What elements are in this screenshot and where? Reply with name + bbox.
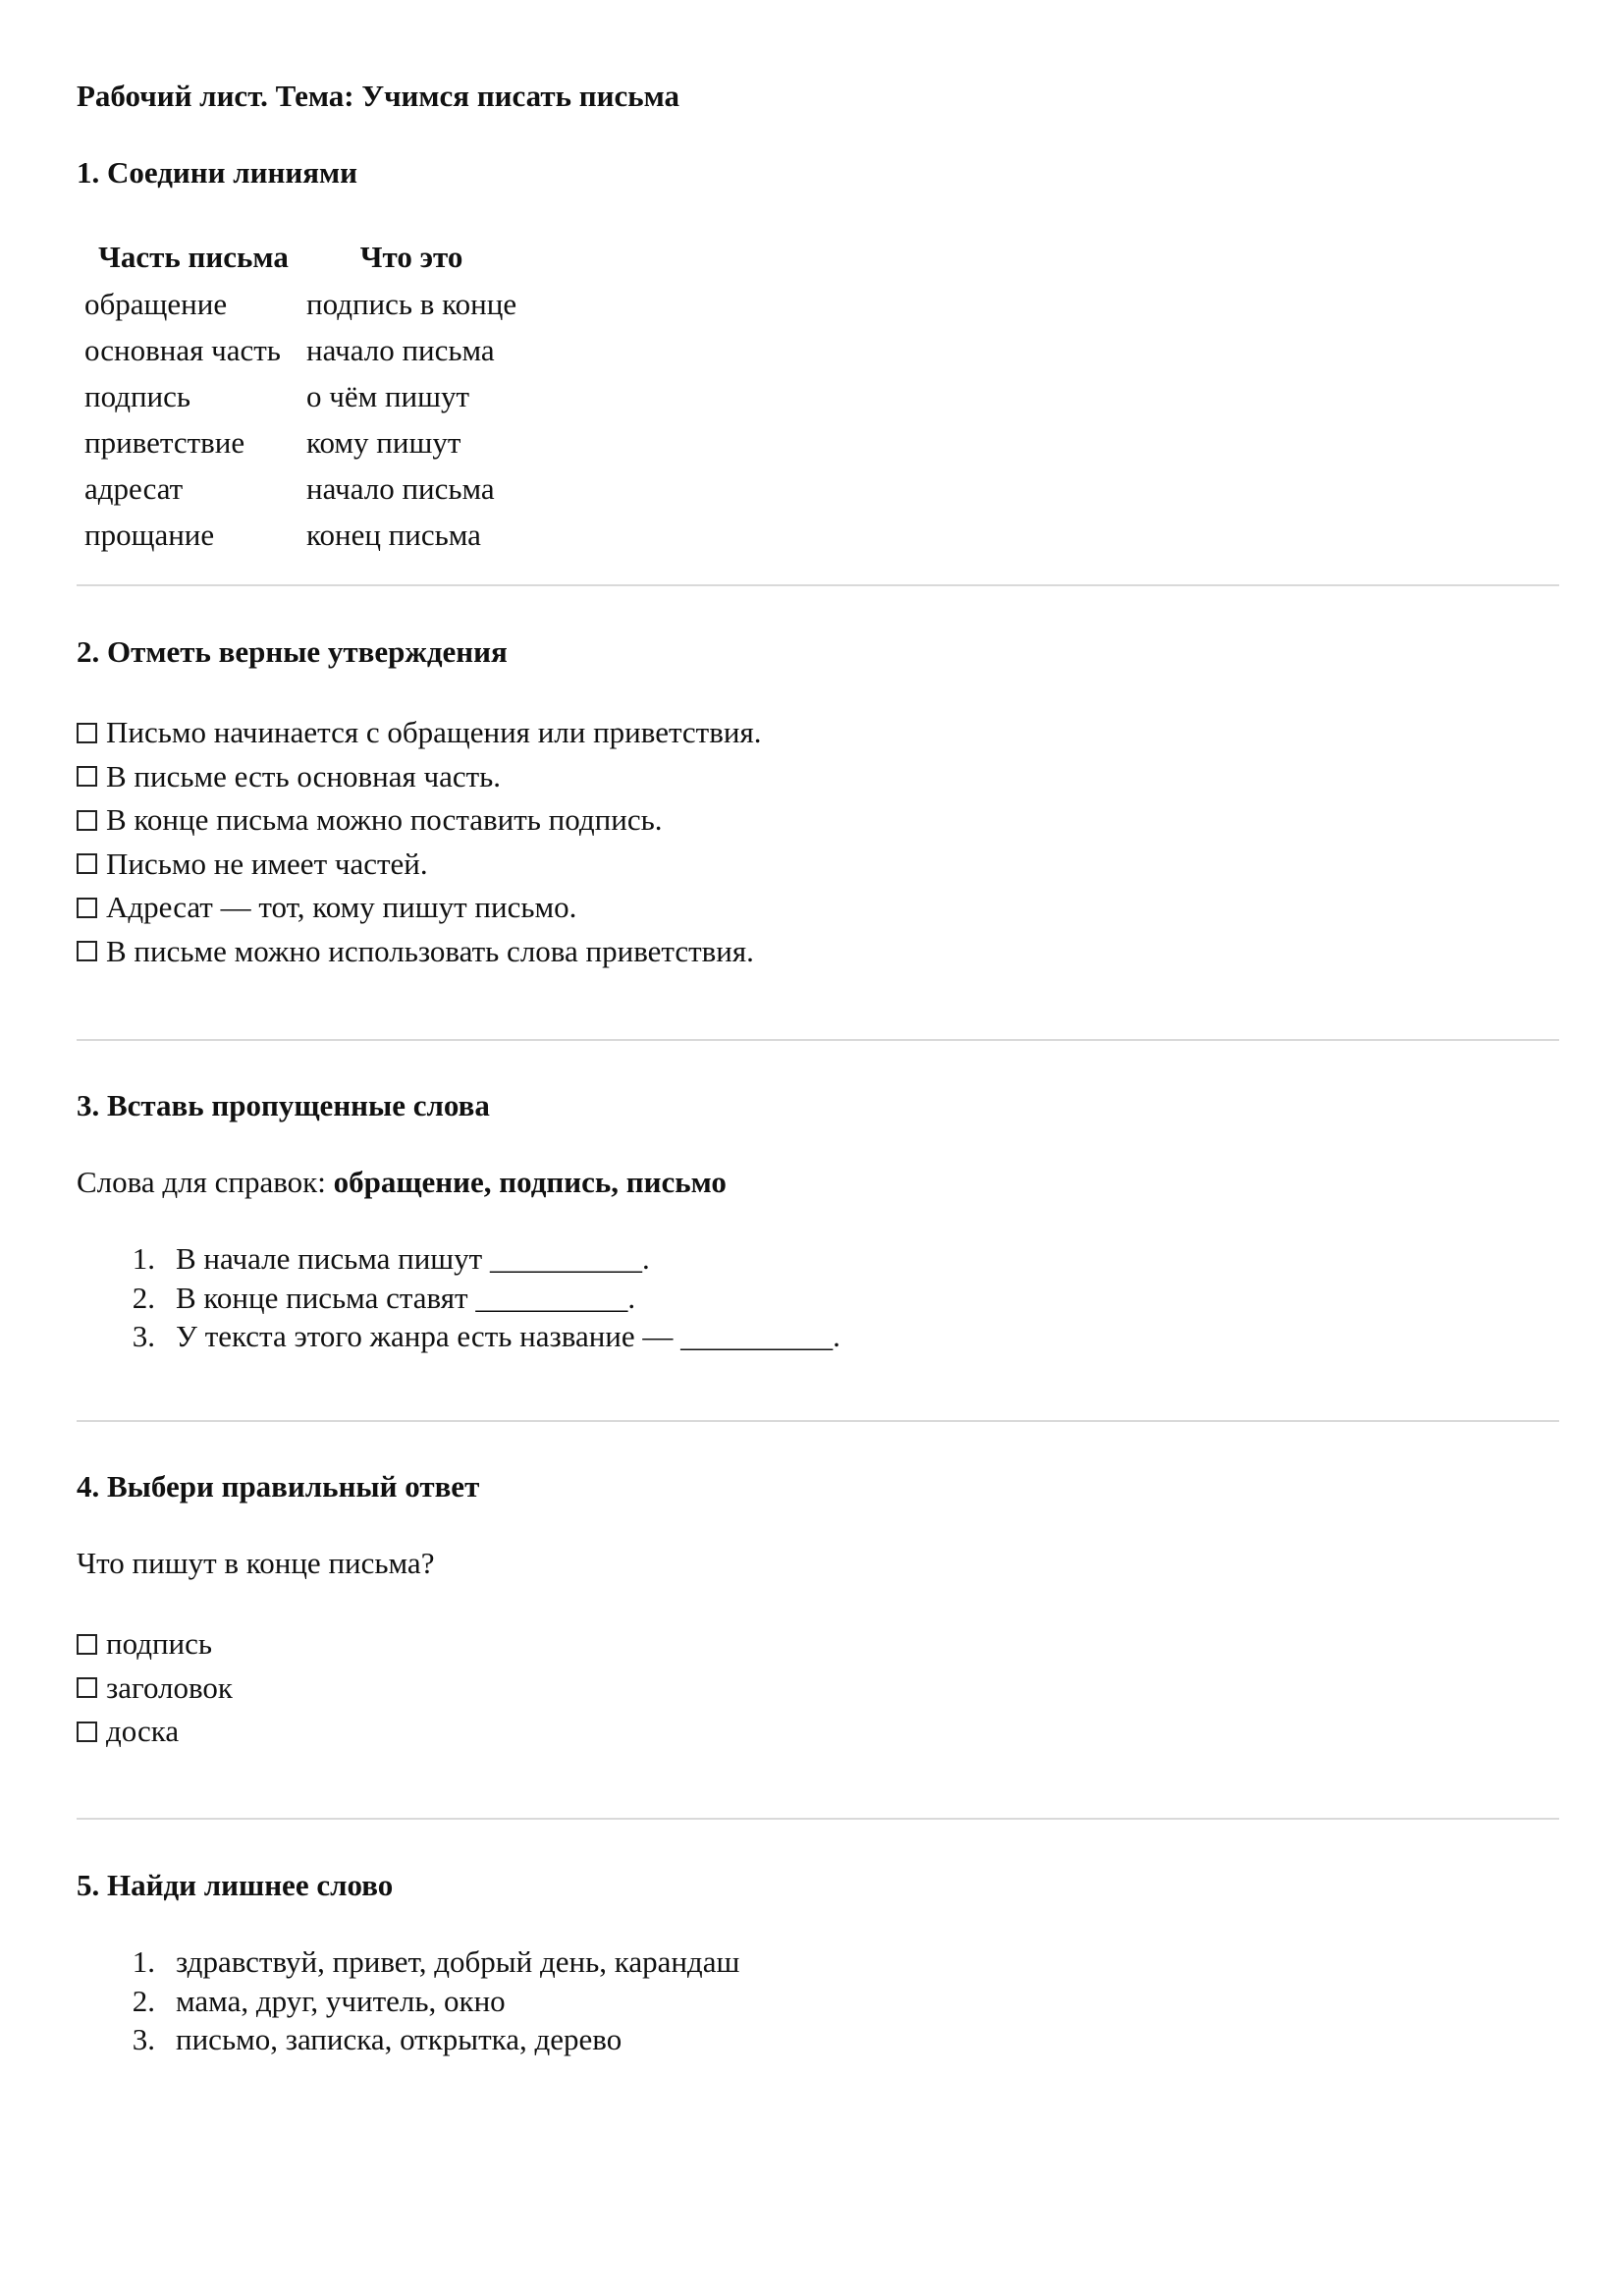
list-item-number: 3.: [132, 1319, 155, 1353]
checklist-item[interactable]: [77, 711, 761, 755]
section1-heading: 1. Соедини линиями: [77, 155, 357, 190]
checkbox[interactable]: [77, 941, 97, 961]
checklist-item-label: В конце письма можно поставить подпись.: [106, 802, 663, 837]
section3-heading: 3. Вставь пропущенные слова: [77, 1088, 490, 1122]
checklist-item-label: Письмо не имеет частей.: [106, 846, 428, 881]
list-item: [77, 1942, 739, 1982]
checkbox[interactable]: [77, 766, 97, 787]
odd-word-list: [77, 1942, 739, 2059]
table-row: [82, 465, 518, 512]
checklist-item-label: В письме можно использовать слова приветствия.: [106, 933, 754, 968]
section-divider: [77, 1039, 1559, 1041]
table-cell-meaning: о чём пишут: [306, 378, 470, 413]
answer-option[interactable]: [77, 1667, 233, 1711]
table-cell-part: обращение: [84, 286, 228, 321]
word-bank-label: Слова для справок:: [77, 1165, 334, 1199]
section-divider: [77, 1420, 1559, 1422]
checklist-item[interactable]: [77, 843, 761, 887]
list-item: [77, 2020, 739, 2059]
column-header-part: Часть письма: [98, 240, 289, 274]
section-divider: [77, 584, 1559, 586]
fill-in-list: [77, 1239, 840, 1356]
list-item-text: письмо, записка, открытка, дерево: [176, 2022, 622, 2056]
checklist-item-label: Письмо начинается с обращения или приветствия.: [106, 715, 762, 749]
table-cell-meaning: начало письма: [306, 332, 495, 367]
table-cell-meaning: конец письма: [306, 517, 481, 552]
checklist-item[interactable]: [77, 798, 761, 843]
checkbox[interactable]: [77, 853, 97, 874]
answer-option-label: заголовок: [106, 1669, 233, 1705]
list-item-text: У текста этого жанра есть название — __________.: [176, 1319, 840, 1353]
checklist-item[interactable]: [77, 930, 761, 974]
table-cell-part: приветствие: [84, 424, 245, 460]
word-bank: [77, 1165, 727, 1200]
checklist-item-label: Адресат — тот, кому пишут письмо.: [106, 890, 577, 924]
table-cell-meaning: подпись в конце: [306, 286, 517, 321]
question-text: Что пишут в конце письма?: [77, 1546, 435, 1580]
list-item-number: 3.: [132, 2022, 155, 2056]
table-row: [82, 327, 518, 373]
table-row: [82, 373, 518, 419]
list-item-text: мама, друг, учитель, окно: [176, 1983, 506, 2018]
checkbox[interactable]: [77, 1634, 97, 1655]
table-cell-part: подпись: [84, 378, 191, 413]
answer-options: [77, 1622, 233, 1754]
list-item: [77, 1982, 739, 2021]
list-item-text: здравствуй, привет, добрый день, карандаш: [176, 1944, 740, 1979]
table-cell-meaning: начало письма: [306, 470, 495, 506]
section4-heading: 4. Выбери правильный ответ: [77, 1469, 480, 1503]
list-item: [77, 1317, 840, 1356]
list-item: [77, 1279, 840, 1318]
column-header-meaning: Что это: [359, 240, 463, 274]
table-cell-part: основная часть: [84, 332, 281, 367]
answer-option-label: подпись: [106, 1626, 213, 1661]
checklist-item-label: В письме есть основная часть.: [106, 758, 502, 793]
page-title: Рабочий лист. Тема: Учимся писать письма: [77, 79, 680, 113]
checkbox[interactable]: [77, 1677, 97, 1698]
table-row: [82, 419, 518, 465]
list-item: [77, 1239, 840, 1279]
checkbox[interactable]: [77, 723, 97, 743]
checkbox[interactable]: [77, 810, 97, 831]
checklist-item[interactable]: [77, 755, 761, 799]
list-item-number: 1.: [132, 1944, 155, 1979]
section5-heading: 5. Найди лишнее слово: [77, 1868, 394, 1902]
checkbox[interactable]: [77, 898, 97, 918]
table-cell-part: адресат: [84, 470, 184, 506]
section2-heading: 2. Отметь верные утверждения: [77, 634, 508, 669]
list-item-number: 1.: [132, 1241, 155, 1276]
table-cell-part: прощание: [84, 517, 215, 552]
checkbox[interactable]: [77, 1722, 97, 1742]
answer-option[interactable]: [77, 1710, 233, 1754]
word-bank-words: обращение, подпись, письмо: [333, 1165, 727, 1199]
table-cell-meaning: кому пишут: [306, 424, 461, 460]
answer-option[interactable]: [77, 1622, 233, 1667]
list-item-number: 2.: [132, 1280, 155, 1315]
list-item-text: В конце письма ставят __________.: [176, 1280, 636, 1315]
table-row: [82, 281, 518, 327]
table-header-row: [82, 234, 518, 281]
table-row: [82, 512, 518, 558]
matching-table: [82, 234, 518, 558]
statements-checklist: [77, 711, 761, 973]
section-divider: [77, 1818, 1559, 1820]
list-item-text: В начале письма пишут __________.: [176, 1241, 650, 1276]
checklist-item[interactable]: [77, 886, 761, 930]
answer-option-label: доска: [106, 1714, 180, 1748]
list-item-number: 2.: [132, 1983, 155, 2018]
